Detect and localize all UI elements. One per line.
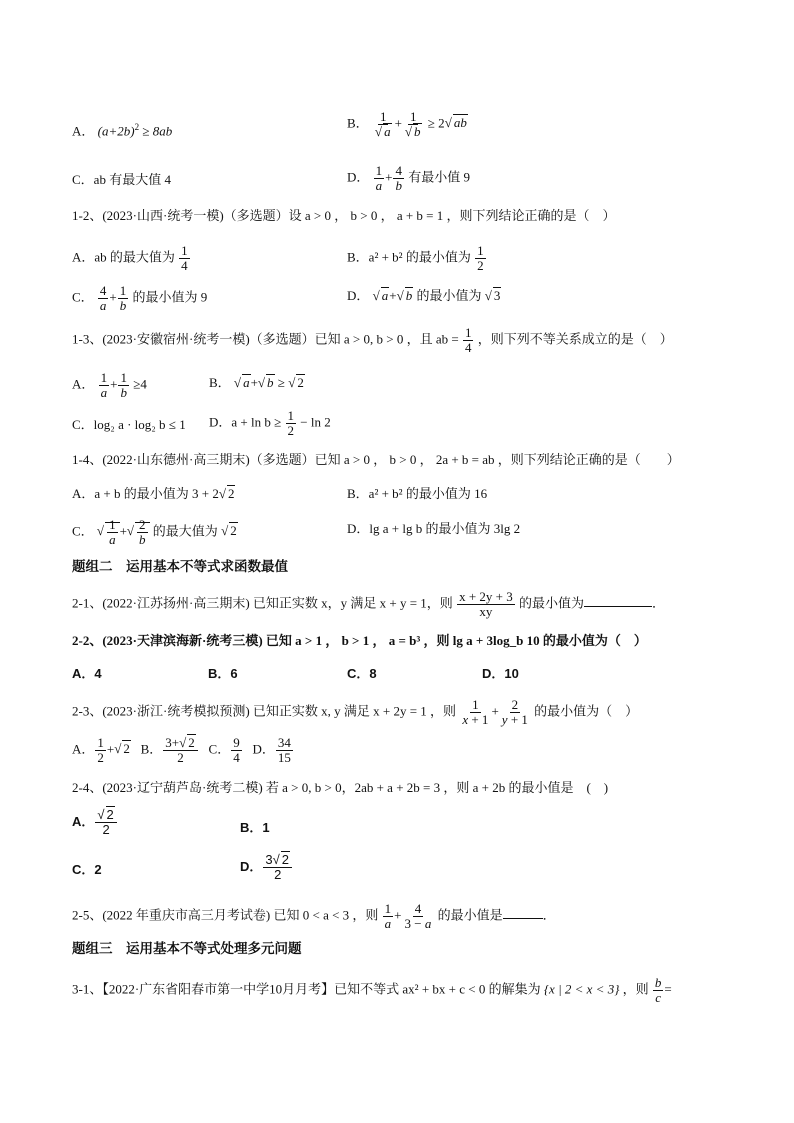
- q1-1-option-c: C．ab 有最大值 4: [72, 172, 171, 187]
- q1-3-option-c: C．log₂ a · log₂ b ≤ 1: [72, 417, 186, 432]
- q1-2-option-b: B．a² + b² 的最小值为 $\frac{1}{2}$: [347, 243, 484, 273]
- q2-1-answer-blank[interactable]: [584, 606, 652, 607]
- q2-4-option-b: B．1: [240, 820, 270, 835]
- q1-1-option-a: A． $(a+2b)^2 \ge 8ab$: [72, 122, 173, 139]
- q1-3-option-b: B． √ a+√ b ≥ √ 2: [209, 374, 305, 392]
- q1-2-option-a: A．ab 的最大值为 $\frac{1}{4}$: [72, 243, 188, 273]
- q2-4-option-a: A． √ $\frac{2}{2}$: [72, 808, 118, 837]
- q1-2-option-c: C． $\frac{4}{a}$ + $\frac{1}{b}$ 的最小值为 9: [72, 283, 208, 313]
- q2-5-answer-blank[interactable]: [503, 918, 543, 919]
- q2-2-stem: 2-2、(2023·天津滨海新·统考三模) 已知 a > 1 ， b > 1 ， a = b³ ，则 lg a + 3log_b 10 的最小值为（ ）: [72, 633, 647, 648]
- q2-3-options: A． $\frac{1}{2}$ +√ 2 B． $\frac{3+√ 2}{2}$ C． $\frac{9}{4}$ D． $\frac{34}{15}$: [72, 736, 294, 765]
- q2-2-option-c: C．8: [347, 666, 377, 681]
- q2-4-option-d: D． $\frac{3√ 2}{2}$: [240, 853, 293, 882]
- q1-3-option-d: D．a + ln b ≥ $\frac{1}{2}$ − ln 2: [209, 408, 331, 438]
- q2-2-option-d: D．10: [482, 666, 519, 681]
- q1-4-option-b: B．a² + b² 的最小值为 16: [347, 486, 488, 501]
- q2-2-option-a: A．4: [72, 666, 102, 681]
- q1-3-stem: 1-3、(2023·安徽宿州·统考一模)（多选题）已知 a > 0, b > 0 ，且 ab = $\frac{1}{4}$ ，则下列不等关系成立的是（ ）: [72, 325, 673, 355]
- q1-3-option-a: A． $\frac{1}{a}$ + $\frac{1}{b}$ ≥4: [72, 370, 147, 400]
- q2-3-stem: 2-3、(2023·浙江·统考模拟预测) 已知正实数 x, y 满足 x + 2y = 1 ，则 $\frac{1}{x + 1}$ + $\frac{2}{y + 1}$ 的最小值为（ ）: [72, 697, 639, 727]
- q1-4-option-d: D．lg a + lg b 的最小值为 3lg 2: [347, 521, 521, 536]
- q3-1-stem: 3-1、【2022·广东省阳春市第一中学10月月考】已知不等式 ax² + bx + c < 0 的解集为 {x | 2 < x < 3} ，则 $\frac{b}{c}$ =: [72, 975, 672, 1005]
- q1-1-option-b: B． 1 √ a + 1 √ b ≥ 2√ ab: [347, 110, 468, 139]
- q1-2-stem: 1-2、(2023·山西·统考一模)（多选题）设 a > 0 ， b > 0 ， a + b = 1 ，则下列结论正确的是（ ）: [72, 208, 616, 223]
- q2-2-option-b: B．6: [208, 666, 238, 681]
- q1-4-option-a: A．a + b 的最小值为 3 + 2√ 2: [72, 485, 235, 503]
- q2-1-stem: 2-1、(2022·江苏扬州·高三期末) 已知正实数 x，y 满足 x + y = 1，则 $\frac{x + 2y + 3}{xy}$ 的最小值为 ．: [72, 589, 666, 619]
- q1-4-stem: 1-4、(2022·山东德州·高三期末)（多选题）已知 a > 0 ， b > 0 ， 2a + b = ab ，则下列结论正确的是（ ）: [72, 452, 680, 467]
- group-3-heading: 题组三 运用基本不等式处理多元问题: [72, 941, 302, 956]
- q1-1-option-d: D． $\frac{1}{a}$ + $\frac{4}{b}$ 有最小值 9: [347, 163, 470, 193]
- q2-5-stem: 2-5、(2022 年重庆市高三月考试卷) 已知 0 < a < 3 ，则 $\frac{1}{a}$ + $\frac{4}{3 - a}$ 的最小值是 ．: [72, 901, 556, 931]
- group-2-heading: 题组二 运用基本不等式求函数最值: [72, 559, 288, 574]
- q2-4-stem: 2-4、(2023·辽宁葫芦岛·统考二模) 若 a > 0, b > 0，2ab + a + 2b = 3 ，则 a + 2b 的最小值是 ( ): [72, 780, 609, 795]
- q1-2-option-d: D． √ a+√ b 的最小值为 √ 3: [347, 287, 501, 305]
- q2-4-option-c: C．2: [72, 862, 102, 877]
- q1-4-option-c: C． √ $\frac{1}{a}$ +√ $\frac{2}{b}$ 的最大值为 √ 2: [72, 518, 238, 547]
